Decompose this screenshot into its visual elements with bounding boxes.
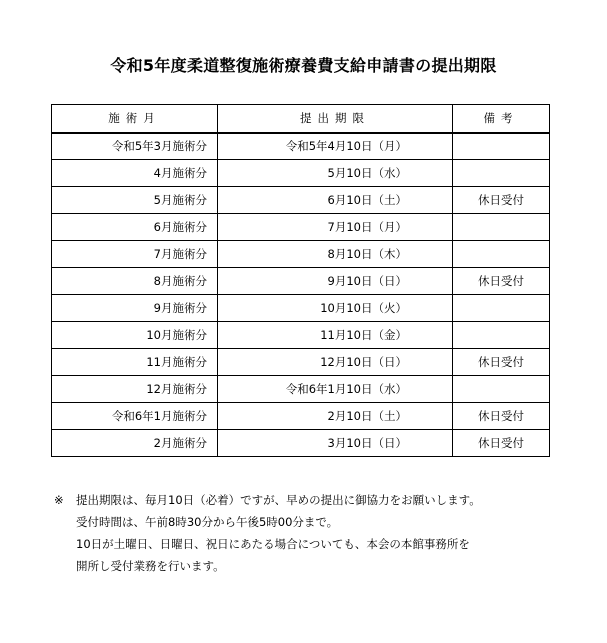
table-body (52, 133, 550, 457)
table-row (52, 133, 550, 160)
notes-section (54, 489, 481, 577)
header-remarks: 備考 (453, 105, 550, 133)
treatment-month-cell: 12月施術分 (52, 376, 218, 403)
treatment-month-cell: 2月施術分 (52, 430, 218, 457)
document-title: 令和5年度柔道整復施術療養費支給申請書の提出期限 (110, 56, 497, 75)
treatment-month-cell: 令和5年3月施術分 (52, 133, 218, 160)
remarks-cell (453, 241, 550, 268)
deadline-cell: 3月10日（日） (218, 430, 453, 457)
deadline-cell: 5月10日（水） (218, 160, 453, 187)
remarks-cell (453, 160, 550, 187)
table-row (52, 430, 550, 457)
notes-body (76, 489, 481, 577)
remarks-cell: 休日受付 (453, 187, 550, 214)
header-submission-deadline: 提出期限 (218, 105, 453, 133)
remarks-cell: 休日受付 (453, 430, 550, 457)
note-mark: ※ (54, 493, 64, 507)
remarks-cell: 休日受付 (453, 403, 550, 430)
treatment-month-cell: 令和6年1月施術分 (52, 403, 218, 430)
header-treatment-month: 施術月 (52, 105, 218, 133)
table-row (52, 295, 550, 322)
deadline-cell: 8月10日（木） (218, 241, 453, 268)
treatment-month-cell: 10月施術分 (52, 322, 218, 349)
deadline-cell: 令和5年4月10日（月） (218, 133, 453, 160)
remarks-cell (453, 322, 550, 349)
treatment-month-cell: 4月施術分 (52, 160, 218, 187)
remarks-cell (453, 295, 550, 322)
deadline-cell: 12月10日（日） (218, 349, 453, 376)
remarks-cell (453, 133, 550, 160)
deadline-cell: 6月10日（土） (218, 187, 453, 214)
table-row (52, 403, 550, 430)
treatment-month-cell: 8月施術分 (52, 268, 218, 295)
table-row (52, 322, 550, 349)
treatment-month-cell: 9月施術分 (52, 295, 218, 322)
note-line: 10日が土曜日、日曜日、祝日にあたる場合についても、本会の本館事務所を (76, 537, 470, 551)
remarks-cell (453, 376, 550, 403)
remarks-cell: 休日受付 (453, 349, 550, 376)
deadline-cell: 令和6年1月10日（水） (218, 376, 453, 403)
deadline-cell: 9月10日（日） (218, 268, 453, 295)
table-row (52, 214, 550, 241)
table-row (52, 241, 550, 268)
table-row (52, 349, 550, 376)
remarks-cell (453, 214, 550, 241)
treatment-month-cell: 7月施術分 (52, 241, 218, 268)
table-row (52, 187, 550, 214)
deadline-cell: 11月10日（金） (218, 322, 453, 349)
note-line: 受付時間は、午前8時30分から午後5時00分まで。 (76, 515, 339, 529)
note-line: 提出期限は、毎月10日（必着）ですが、早めの提出に御協力をお願いします。 (76, 493, 481, 507)
table-row (52, 376, 550, 403)
table-header-row (52, 105, 550, 133)
remarks-cell: 休日受付 (453, 268, 550, 295)
treatment-month-cell: 5月施術分 (52, 187, 218, 214)
note-line: 開所し受付業務を行います。 (76, 559, 225, 573)
deadline-cell: 2月10日（土） (218, 403, 453, 430)
treatment-month-cell: 6月施術分 (52, 214, 218, 241)
deadline-cell: 10月10日（火） (218, 295, 453, 322)
table-row (52, 268, 550, 295)
treatment-month-cell: 11月施術分 (52, 349, 218, 376)
table-row (52, 160, 550, 187)
deadline-table (51, 104, 550, 457)
deadline-cell: 7月10日（月） (218, 214, 453, 241)
